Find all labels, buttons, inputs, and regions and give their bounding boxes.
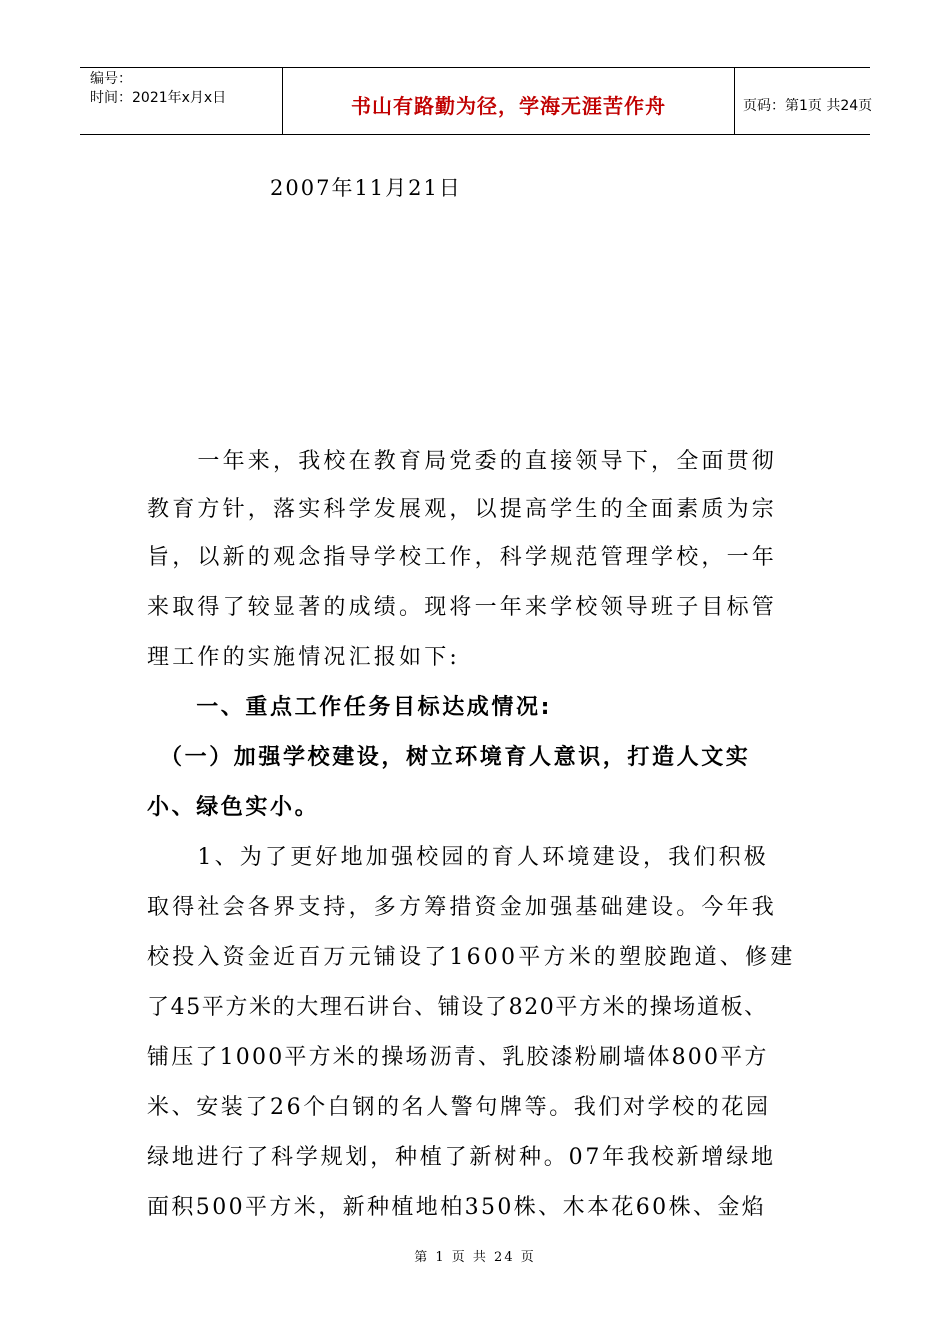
document-header: [80, 67, 873, 135]
paragraph-line: 教育方针，落实科学发展观，以提高学生的全面素质为宗: [147, 497, 778, 522]
paragraph-line: 取得社会各界支持，多方筹措资金加强基础建设。今年我: [147, 895, 778, 920]
section-heading: 一、重点工作任务目标达成情况:: [147, 695, 552, 720]
subsection-heading: （一）加强学校建设，树立环境育人意识，打造人文实: [160, 745, 751, 770]
paragraph-line: 一年来，我校在教育局党委的直接领导下，全面贯彻: [147, 449, 778, 474]
header-motto-cell: [283, 68, 735, 134]
document-date: 2007年11月21日: [270, 176, 462, 200]
paragraph-line: 校投入资金近百万元铺设了1600平方米的塑胶跑道、修建: [147, 945, 796, 970]
paragraph-line: 米、安装了26个白钢的名人警句牌等。我们对学校的花园: [147, 1095, 771, 1120]
paragraph-line: 面积500平方米，新种植地柏350株、木本花60株、金焰: [147, 1195, 767, 1220]
document-time-label: 时间：2021年x月x日: [90, 90, 227, 106]
subsection-heading-continued: 小、绿色实小。: [147, 795, 320, 820]
document-number-label: 编号：: [90, 71, 132, 87]
paragraph-line: 旨，以新的观念指导学校工作，科学规范管理学校，一年: [147, 545, 778, 570]
paragraph-line: 铺压了1000平方米的操场沥青、乳胶漆粉刷墙体800平方: [147, 1045, 769, 1070]
page-footer: 第 1 页 共 24 页: [414, 1250, 536, 1265]
paragraph-line: 了45平方米的大理石讲台、铺设了820平方米的操场道板、: [147, 995, 768, 1020]
paragraph-line: 绿地进行了科学规划，种植了新树种。07年我校新增绿地: [147, 1145, 776, 1170]
header-page-info: 页码：第1页 共24页: [743, 98, 873, 114]
paragraph-line: 来取得了较显著的成绩。现将一年来学校领导班子目标管: [147, 595, 778, 620]
header-motto: 书山有路勤为径，学海无涯苦作舟: [351, 94, 666, 118]
paragraph-line: 1、为了更好地加强校园的育人环境建设，我们积极: [147, 845, 769, 870]
header-page-cell: [735, 68, 873, 134]
paragraph-line: 理工作的实施情况汇报如下:: [147, 645, 461, 670]
header-meta-cell: [80, 68, 283, 134]
